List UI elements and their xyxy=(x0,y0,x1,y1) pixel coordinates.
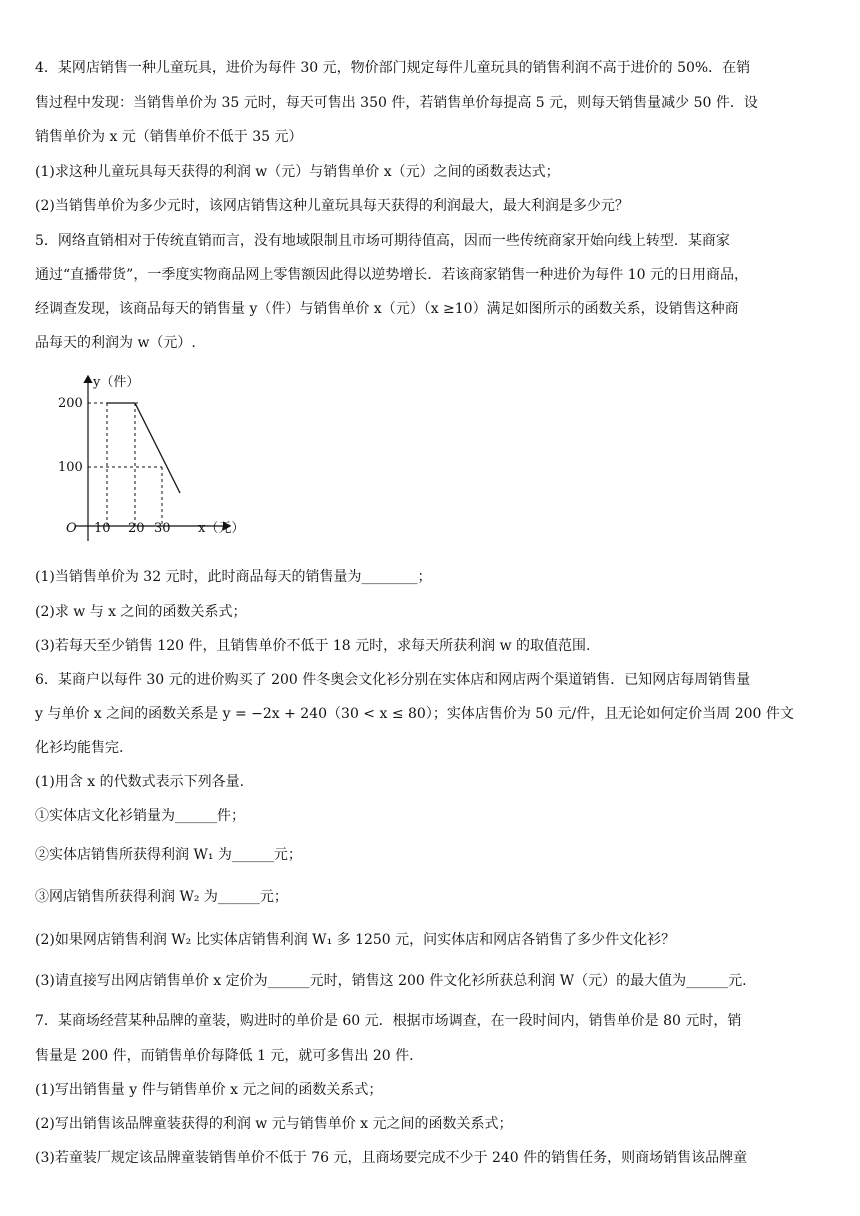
q4-part-1: (1)求这种儿童玩具每天获得的利润 w（元）与销售单价 x（元）之间的函数表达式； xyxy=(35,164,560,180)
q7-part-1: (1)写出销售量 y 件与销售单价 x 元之间的函数关系式； xyxy=(35,1082,383,1098)
q7-line-2: 售量是 200 件，而销售单价每降低 1 元，就可多售出 20 件. xyxy=(35,1048,414,1064)
q4-line-1: 4．某网店销售一种儿童玩具，进价为每件 30 元，物价部门规定每件儿童玩具的销售利润不高于进价的 50%．在销 xyxy=(35,60,751,76)
q6-line-1: 6．某商户以每件 30 元的进价购买了 200 件冬奥会文化衫分别在实体店和网店两个渠道销售．已知网店每周销售量 xyxy=(35,672,751,688)
q6-line-2: y 与单价 x 之间的函数关系是 y = −2x + 240（30 < x ≤ 80）；实体店售价为 50 元/件，且无论如何定价当周 200 件文 xyxy=(35,706,794,722)
x-axis-label: x（元） xyxy=(198,521,245,536)
y-tick-200: 200 xyxy=(58,396,83,411)
q6-part-2: (2)如果网店销售利润 W₂ 比实体店销售利润 W₁ 多 1250 元，问实体店和网店各销售了多少件文化衫？ xyxy=(35,932,676,948)
q7-part-3: (3)若童装厂规定该品牌童装销售单价不低于 76 元，且商场要完成不少于 240 件的销售任务，则商场销售该品牌童 xyxy=(35,1150,748,1166)
sales-function-graph xyxy=(50,366,250,546)
q4-line-3: 销售单价为 x 元（销售单价不低于 35 元） xyxy=(35,129,303,145)
q6-part-1a: ①实体店文化衫销量为______件； xyxy=(35,808,245,824)
origin-label: O xyxy=(66,521,77,536)
x-tick-30: 30 xyxy=(154,521,171,536)
y-tick-100: 100 xyxy=(58,460,83,475)
x-tick-10: 10 xyxy=(94,521,111,536)
q5-part-3: (3)若每天至少销售 120 件，且销售单价不低于 18 元时，求每天所获利润 w 的取值范围. xyxy=(35,638,591,654)
q5-part-1: (1)当销售单价为 32 元时，此时商品每天的销售量为________； xyxy=(35,569,432,585)
y-axis-label: y（件） xyxy=(93,375,140,390)
q7-line-1: 7．某商场经营某种品牌的童装，购进时的单价是 60 元．根据市场调查，在一段时间内，销售单价是 80 元时，销 xyxy=(35,1013,742,1029)
q7-part-2: (2)写出销售该品牌童装获得的利润 w 元与销售单价 x 元之间的函数关系式； xyxy=(35,1116,513,1132)
function-line xyxy=(107,403,180,493)
q5-line-1: 5．网络直销相对于传统直销而言，没有地域限制且市场可期待值高，因而一些传统商家开始向线上转型．某商家 xyxy=(35,233,730,249)
q6-part-1: (1)用含 x 的代数式表示下列各量. xyxy=(35,774,245,790)
q6-part-3: (3)请直接写出网店销售单价 x 定价为______元时，销售这 200 件文化衫所获总利润 W（元）的最大值为______元. xyxy=(35,973,747,989)
q5-line-4: 品每天的利润为 w（元）. xyxy=(35,335,196,351)
q5-part-2: (2)求 w 与 x 之间的函数关系式； xyxy=(35,604,247,620)
q5-line-3: 经调查发现，该商品每天的销售量 y（件）与销售单价 x（元）（x ≥10）满足如图所示的函数关系，设销售这种商 xyxy=(35,301,739,317)
q6-line-3: 化衫均能售完. xyxy=(35,740,124,756)
q4-line-2: 售过程中发现：当销售单价为 35 元时，每天可售出 350 件，若销售单价每提高 5 元，则每天销售量减少 50 件．设 xyxy=(35,95,758,111)
x-tick-20: 20 xyxy=(128,521,145,536)
q4-part-2: (2)当销售单价为多少元时，该网店销售这种儿童玩具每天获得的利润最大，最大利润是多少元？ xyxy=(35,198,629,214)
q6-part-1c: ③网店销售所获得利润 W₂ 为______元； xyxy=(35,889,288,905)
q5-line-2: 通过“直播带货”，一季度实物商品网上零售额因此得以逆势增长．若该商家销售一种进价为每件 10 元的日用商品， xyxy=(35,267,749,283)
q6-part-1b: ②实体店销售所获得利润 W₁ 为______元； xyxy=(35,847,302,863)
